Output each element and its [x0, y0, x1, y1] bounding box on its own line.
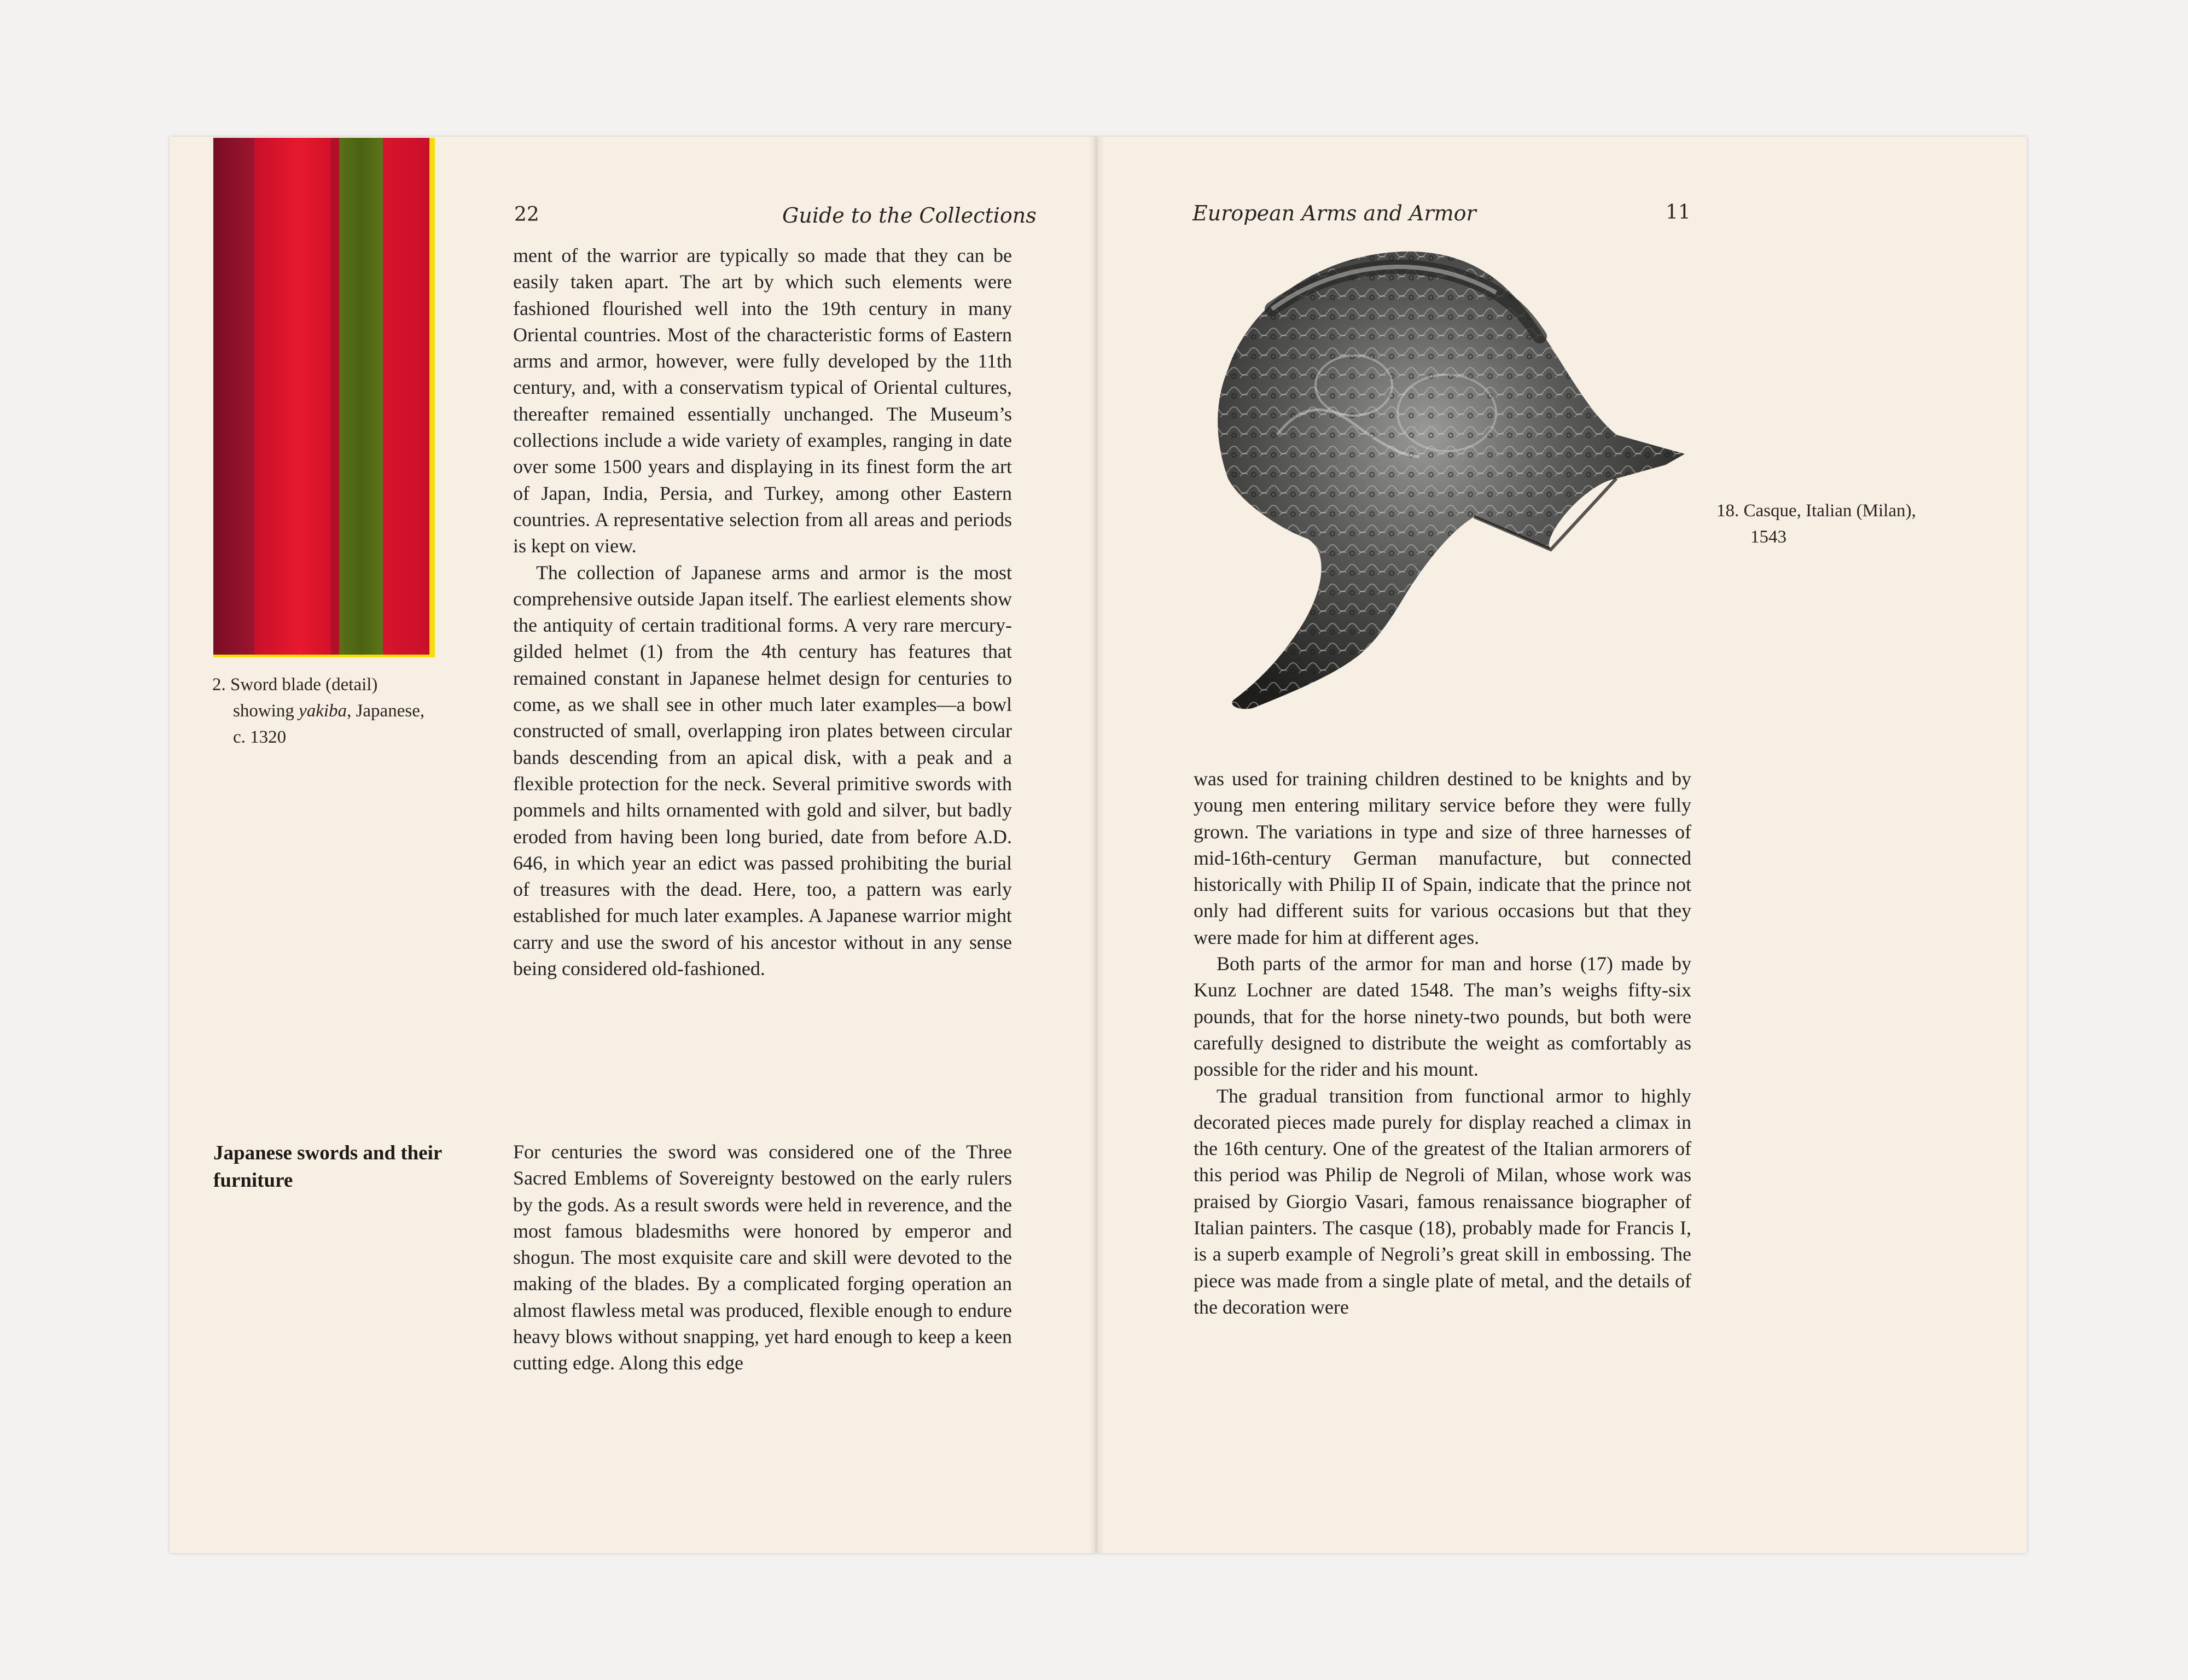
left-page-number: 22 — [514, 203, 539, 226]
left-body-text — [513, 242, 1012, 982]
caption-line-1: 2. Sword blade (detail) — [212, 675, 378, 695]
paragraph: Both parts of the armor for man and horse (17) made by Kunz Lochner are dated 1548. The man’s weighs fifty-six pounds, that for the horse ninety-two pounds, but both were carefully designed to distribute the weight as comfortably as possible for the rider and his mount. — [1194, 953, 1691, 1081]
right-body-text — [1194, 766, 1691, 1320]
casque-helmet-image — [1190, 243, 1715, 719]
right-page-number: 11 — [1666, 201, 1691, 224]
caption-italic-term: yakiba — [299, 701, 347, 721]
paragraph: ment of the warrior are typically so made that they can be easily taken apart. The art by which such elements were fashioned flourished well into the 19th century in many Oriental countries. Most of the characteristic forms of Eastern arms and armor, however, were fully developed by the 11th century, and, with a conservatism typical of Oriental cultures, thereafter remained essentially unchanged. The Museum’s collections include a wide variety of examples, ranging in date over some 1500 years and displaying in its finest form the art of Japan, India, Persia, and Turkey, among other Eastern countries. A representative selection from all areas and periods is kept on view. — [513, 244, 1012, 557]
right-running-head: European Arms and Armor — [1192, 201, 1476, 225]
caption-line-1: 18. Casque, Italian (Milan), — [1716, 501, 1916, 521]
section-side-heading: Japanese swords and their furniture — [213, 1142, 442, 1192]
left-running-head: Guide to the Collections — [782, 203, 1037, 228]
left-body-text-bottom — [513, 1139, 1012, 1376]
paragraph: The gradual transition from functional armor to highly decorated pieces made purely for display reached a climax in the 16th century. One of the greatest of the Italian armorers of this period was Philip de Negroli of Milan, whose work was praised by Giorgio Vasari, famous renaissance biographer of Italian painters. The casque (18), probably made for Francis I, is a superb example of Negroli’s great skill in embossing. The piece was made from a single plate of metal, and the details of the decoration were — [1194, 1084, 1691, 1318]
paragraph: For centuries the sword was considered one of the Three Sacred Emblems of Sovereignty bestowed on the early rulers by the gods. As a result swords were held in reverence, and the most famous bladesmiths were honored by emperor and shogun. The most exquisite care and skill were devoted to the making of the blades. By a complicated forging operation an almost flawless metal was produced, flexible enough to endure heavy blows without snapping, yet hard enough to keep a keen cutting edge. Along this edge — [513, 1141, 1012, 1374]
caption-line-3: c. 1320 — [233, 727, 287, 747]
paragraph: The collection of Japanese arms and armor is the most comprehensive outside Japan itself. The earliest elements show the antiquity of certain traditional forms. A very rare mercury-gilded helmet (1) from the 4th century has features that remained constant in Japanese helmet design for centuries to come, as we shall see in other much later examples—a bowl constructed of small, overlapping iron plates between circular bands descending from an apical disk, with a peak and a flexible protection for the neck. Several primitive swords with pommels and hilts ornamented with gold and silver, but badly eroded from having been long buried, date from before A.D. 646, in which year an edict was passed prohibiting the burial of treasures with the dead. Here, too, a pattern was early established for much later examples. A Japanese warrior might carry and use the sword of his ancestor without in any sense being considered old-fashioned. — [513, 561, 1012, 980]
paragraph: was used for training children destined to be knights and by young men entering military service before they were fully grown. The variations in type and size of three harnesses of mid-16th-century German manufacture, but connected historically with Philip II of Spain, indicate that the prince not only had different suits for various occasions but that they were made for him at different ages. — [1194, 768, 1691, 948]
caption-line-2: 1543 — [1750, 527, 1787, 547]
sword-blade-plate — [213, 138, 435, 657]
book-gutter — [1089, 137, 1105, 1553]
sword-figure-caption: 2. Sword blade (detail) showing yakiba, Japanese, c. 1320 — [212, 672, 424, 750]
casque-figure-caption — [1716, 498, 1916, 550]
